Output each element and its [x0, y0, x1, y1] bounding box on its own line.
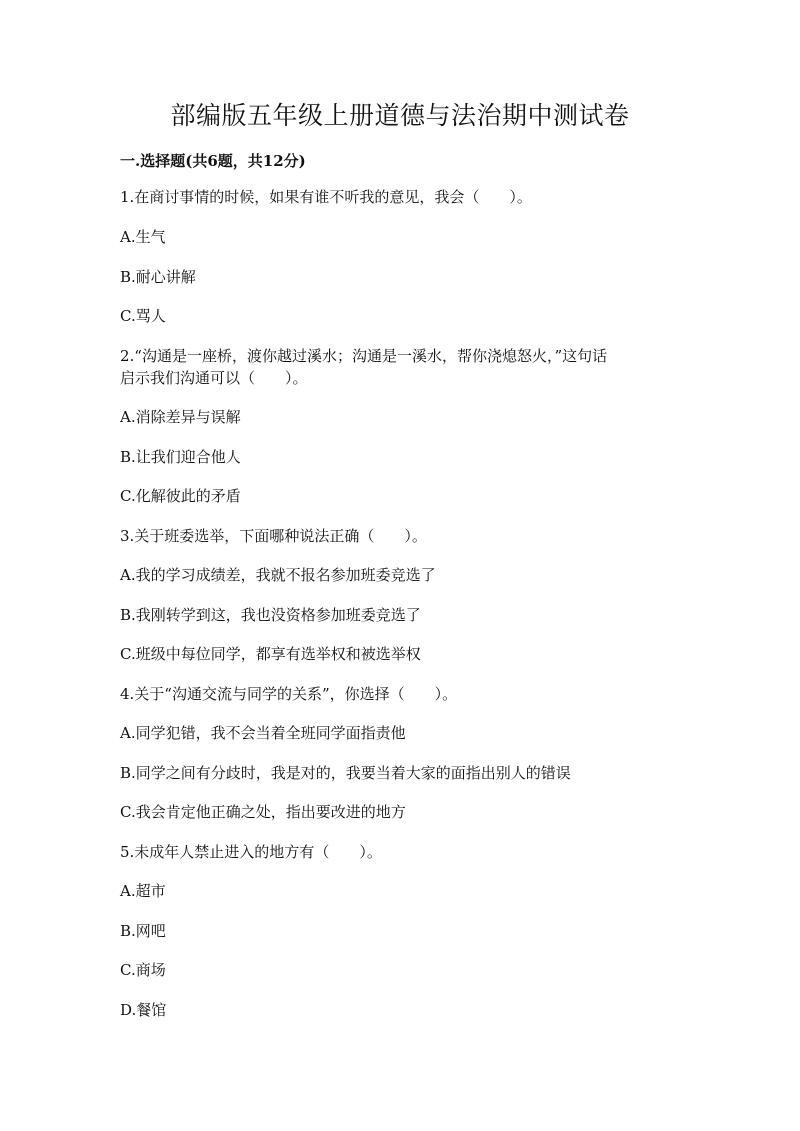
question-1-option-b: B.耐心讲解: [120, 268, 196, 286]
question-3-option-a: A.我的学习成绩差，我就不报名参加班委竞选了: [120, 566, 436, 584]
question-4-stem: 4.关于“沟通交流与同学的关系”，你选择（ ）。: [120, 685, 458, 703]
question-4-option-a: A.同学犯错，我不会当着全班同学面指责他: [120, 724, 406, 742]
question-2-option-b: B.让我们迎合他人: [120, 448, 241, 466]
question-5-option-b: B.网吧: [120, 922, 166, 940]
question-5-option-d: D.餐馆: [120, 1001, 167, 1019]
section-heading: 一.选择题(共6题，共12分): [120, 152, 306, 170]
question-5-option-c: C.商场: [120, 961, 166, 979]
page-title: 部编版五年级上册道德与法治期中测试卷: [170, 101, 630, 130]
question-4-option-c: C.我会肯定他正确之处，指出要改进的地方: [120, 803, 406, 821]
question-3-stem: 3.关于班委选举，下面哪种说法正确（ ）。: [120, 527, 427, 545]
question-3-option-b: B.我刚转学到这，我也没资格参加班委竞选了: [120, 606, 421, 624]
question-1-option-a: A.生气: [120, 228, 166, 246]
question-2-option-a: A.消除差异与误解: [120, 408, 241, 426]
question-4-option-b: B.同学之间有分歧时，我是对的，我要当着大家的面指出别人的错误: [120, 764, 571, 782]
question-5-stem: 5.未成年人禁止进入的地方有（ ）。: [120, 843, 382, 861]
question-5-option-a: A.超市: [120, 882, 166, 900]
question-1-option-c: C.骂人: [120, 307, 166, 325]
question-2-stem-line-2: 启示我们沟通可以（ ）。: [120, 369, 308, 387]
question-2-stem-line-1: 2.“沟通是一座桥，渡你越过溪水；沟通是一溪水，帮你浇熄怒火，”这句话: [120, 347, 608, 365]
question-2-option-c: C.化解彼此的矛盾: [120, 487, 241, 505]
question-3-option-c: C.班级中每位同学，都享有选举权和被选举权: [120, 645, 421, 663]
question-1-stem: 1.在商讨事情的时候，如果有谁不听我的意见，我会（ ）。: [120, 188, 532, 206]
